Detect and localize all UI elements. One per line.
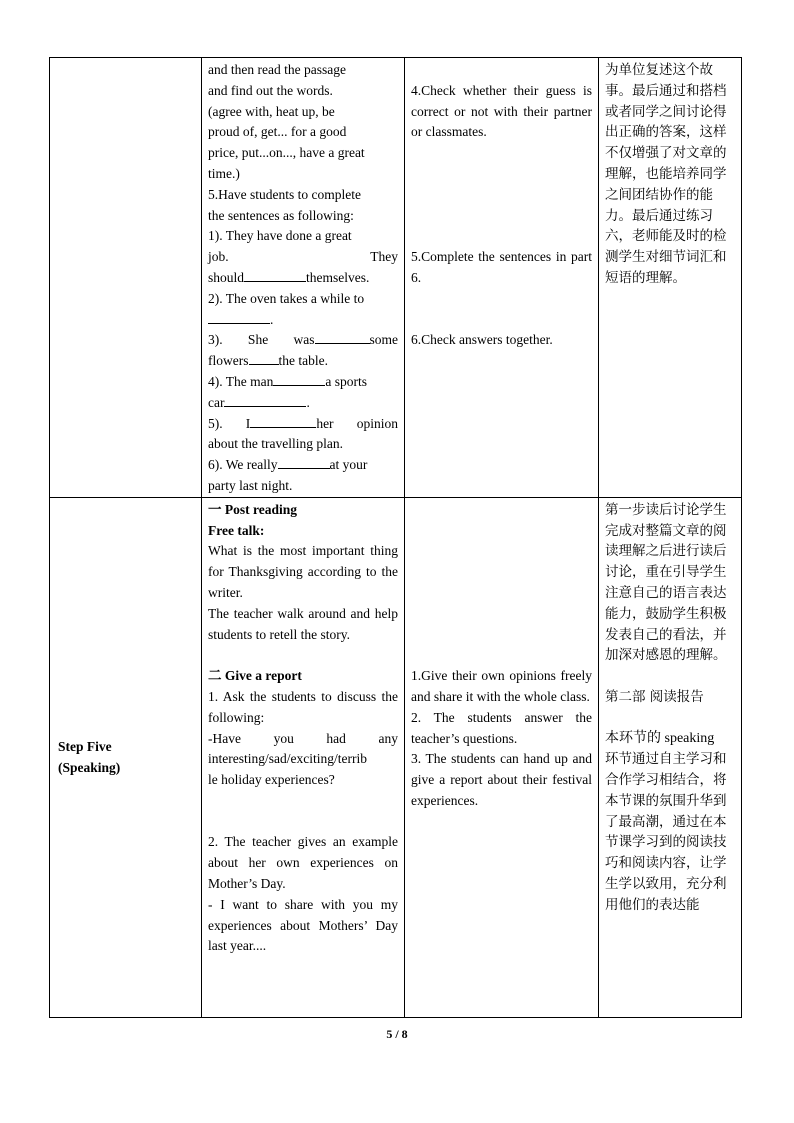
teacher-prompt: le holiday experiences? [208,772,335,788]
sentence-text: some [369,332,398,348]
purpose-text: 为单位复述这个故事。最后通过和搭档或者同学之间讨论得出正确的答案，这样不仅增强了对文章的理解，也能培养同学之间团结协作的能力。最后通过练习六，老师能及时的检测学生对细节词汇和短语的理解。 [605,62,727,286]
purpose-heading: 第二部 阅读报告 [605,688,704,705]
sentence-6-cont: party last night. [208,477,293,493]
teacher-instruction: The teacher walk around and help students to retell the story. [208,605,398,642]
sentence-text: a sports [325,373,367,389]
student-step-3: 3. The students can hand up and give a report about their festival experiences. [411,751,592,808]
sentence-text: 3). She was [208,332,315,348]
design-purpose-cell [599,58,742,498]
teacher-line: proud of, get... for a good [208,124,347,140]
discussion-question: What is the most important thing for Thanksgiving according to the writer. [208,543,398,600]
sentence-5-cont: about the travelling plan. [208,436,343,452]
teacher-activity-cell [202,58,405,498]
student-activity-cell [405,58,599,498]
sentence-text: car [208,394,225,410]
teacher-activity-cell [202,497,405,1017]
stage-cell [50,497,202,1017]
answer-blank [278,455,330,469]
stage-subtitle: (Speaking) [58,760,121,776]
page-number: 5 / 8 [386,1027,408,1041]
teacher-line: the sentences as following: [208,207,354,223]
subsection-heading: Free talk: [208,522,265,538]
table-row [50,497,742,1017]
teacher-prompt: interesting/sad/exciting/terrib [208,751,367,767]
teacher-line: 5.Have students to complete [208,186,361,202]
sentence-text: 6). We really [208,457,278,473]
sentence-text: the table. [278,353,328,369]
answer-blank [273,372,325,386]
teacher-line: job. They [208,249,398,265]
sentence-text: 4). The man [208,373,274,389]
purpose-text: 环节通过自主学习和合作学习相结合，将本节课的氛围升华到了最高潮，通过在本节课学习到的阅读技巧和阅读内容，让学生学以致用，充分利用他们的表达能 [605,751,727,913]
sentence-2: 2). The oven takes a while to [208,290,365,306]
sentence-text: at your [329,457,368,473]
teacher-line: (agree with, heat up, be [208,103,335,119]
teacher-instruction: 1. Ask the students to discuss the following: [208,688,398,725]
teacher-example: 2. The teacher gives an example about her own experiences on Mother’s Day. [208,834,398,892]
student-step-6: 6.Check answers together. [411,332,553,348]
sentence-text: her opinion [316,415,398,431]
stage-title: Step Five [58,739,112,755]
sentence-5 [208,414,398,435]
student-step-2: 2. The students answer the teacher’s questions. [411,709,592,746]
table-row [50,58,742,498]
teacher-line: and find out the words. [208,82,333,98]
sentence-4-cont: car . [208,394,310,410]
sentence-3-cont [208,351,398,372]
student-activity-cell [405,497,599,1017]
section-heading: 二 Give a report [208,668,302,684]
sentence-6 [208,455,398,476]
student-step-4: 4.Check whether their guess is correct or not with their partner or classmates. [411,82,592,140]
sentence-4 [208,372,398,393]
teacher-share: - I want to share with you my experiences about Mothers’ Day last year.... [208,896,398,954]
sentence-text: themselves. [306,269,370,285]
answer-blank [244,268,306,282]
sentence-1 [208,268,398,289]
sentence-text: flowers [208,353,249,369]
teacher-line: 1). They have done a great [208,228,352,244]
answer-blank [224,393,306,407]
sentence-2-blank-line: . [208,310,398,331]
sentence-text: 5). I [208,415,251,431]
sentence-text: should [208,269,245,285]
lesson-plan-table [49,57,742,1018]
sentence-3 [208,330,398,351]
answer-blank [208,310,270,324]
answer-blank [250,414,316,428]
purpose-text: 第一步读后讨论学生完成对整篇文章的阅读理解之后进行读后讨论，重在引导学生注意自己的语言表达能力，鼓励学生积极发表自己的看法，并加深对感恩的理解。 [605,501,727,664]
teacher-line: price, put...on..., have a great [208,145,365,161]
teacher-prompt: -Have you had any [208,730,398,746]
section-heading: 一 Post reading [208,501,298,517]
student-step-5: 5.Complete the sentences in part 6. [411,249,592,285]
purpose-text-en: 本环节的 speaking [605,730,715,746]
teacher-line: and then read the passage [208,62,346,77]
answer-blank [249,351,279,365]
stage-cell [50,58,202,498]
teacher-line: time.) [208,165,240,181]
student-step-1: 1.Give their own opinions freely and share it with the whole class. [411,668,592,704]
design-purpose-cell [599,497,742,1017]
answer-blank [315,330,370,344]
